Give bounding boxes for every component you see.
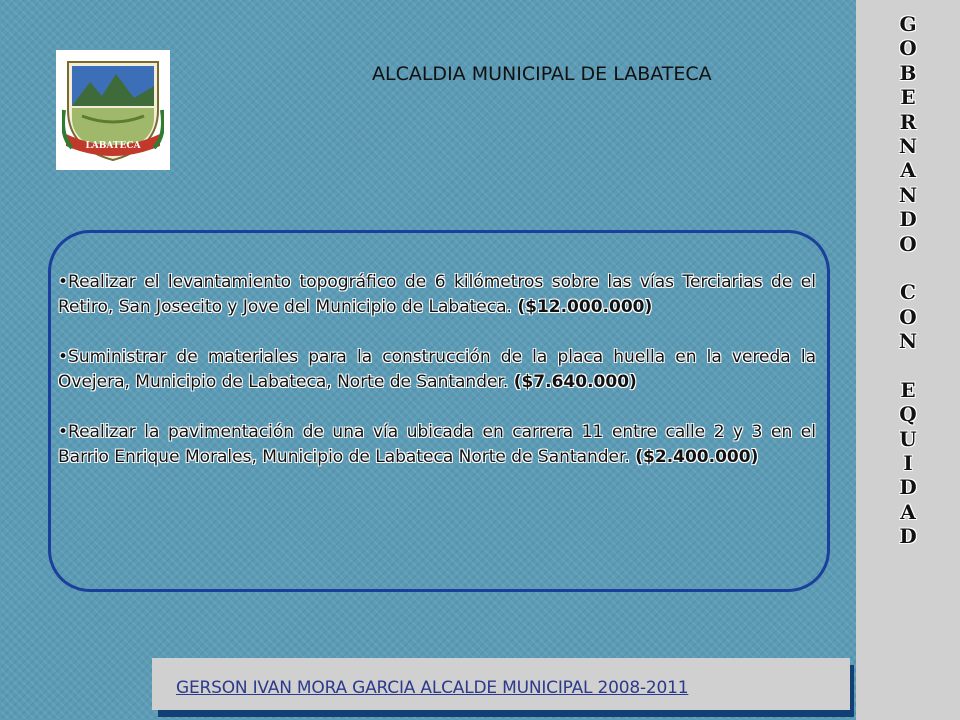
footer-text: GERSON IVAN MORA GARCIA ALCALDE MUNICIPAL 2008-2011	[176, 678, 689, 698]
item-amount: ($7.640.000)	[513, 371, 637, 392]
banner-letter: A	[900, 499, 916, 524]
bullet-icon: •	[58, 422, 69, 442]
banner-letter: O	[899, 304, 917, 329]
list-item	[58, 345, 816, 394]
banner-letter: E	[900, 85, 916, 110]
banner-letter: C	[900, 280, 916, 305]
banner-letter: N	[898, 133, 918, 158]
banner-letter: I	[903, 451, 913, 476]
banner-letter: U	[899, 426, 917, 451]
page-title: ALCALDIA MUNICIPAL DE LABATECA	[372, 63, 712, 85]
bullet-icon: •	[58, 347, 69, 367]
banner-letter: D	[899, 524, 917, 549]
banner-letter: B	[899, 60, 917, 85]
banner-letter: E	[900, 377, 916, 402]
banner-letter: O	[899, 36, 917, 61]
banner-letter: A	[900, 158, 916, 183]
banner-letter: Q	[899, 402, 917, 427]
item-text: Realizar la pavimentación de una vía ubicada en carrera 11 entre calle 2 y 3 en el Barrio Enrique Morales, Municipio de Labateca Norte de Santander.	[58, 422, 816, 467]
item-amount: ($12.000.000)	[517, 296, 653, 317]
banner-letter: N	[898, 182, 918, 207]
side-banner-letters	[856, 12, 960, 712]
item-amount: ($2.400.000)	[635, 446, 759, 467]
item-text: Realizar el levantamiento topográfico de 6 kilómetros sobre las vías Terciarias de el Retiro, San Josecito y Jove del Municipio de Labateca.	[58, 272, 816, 317]
item-text: Suministrar de materiales para la construcción de la placa huella en la vereda la Ovejera, Municipio de Labateca, Norte de Santander.	[58, 347, 816, 392]
banner-letter: G	[899, 12, 917, 36]
banner-letter: D	[899, 475, 917, 500]
banner-letter: N	[898, 329, 918, 354]
list-item	[58, 270, 816, 319]
coat-of-arms-icon	[62, 56, 164, 164]
municipal-logo	[56, 50, 170, 170]
banner-letter: R	[899, 109, 917, 134]
bullet-icon: •	[58, 272, 69, 292]
banner-letter: D	[899, 207, 917, 232]
list-item	[58, 420, 816, 469]
banner-letter: O	[899, 231, 917, 256]
svg-text:LABATECA: LABATECA	[85, 141, 141, 151]
project-list	[58, 270, 816, 495]
